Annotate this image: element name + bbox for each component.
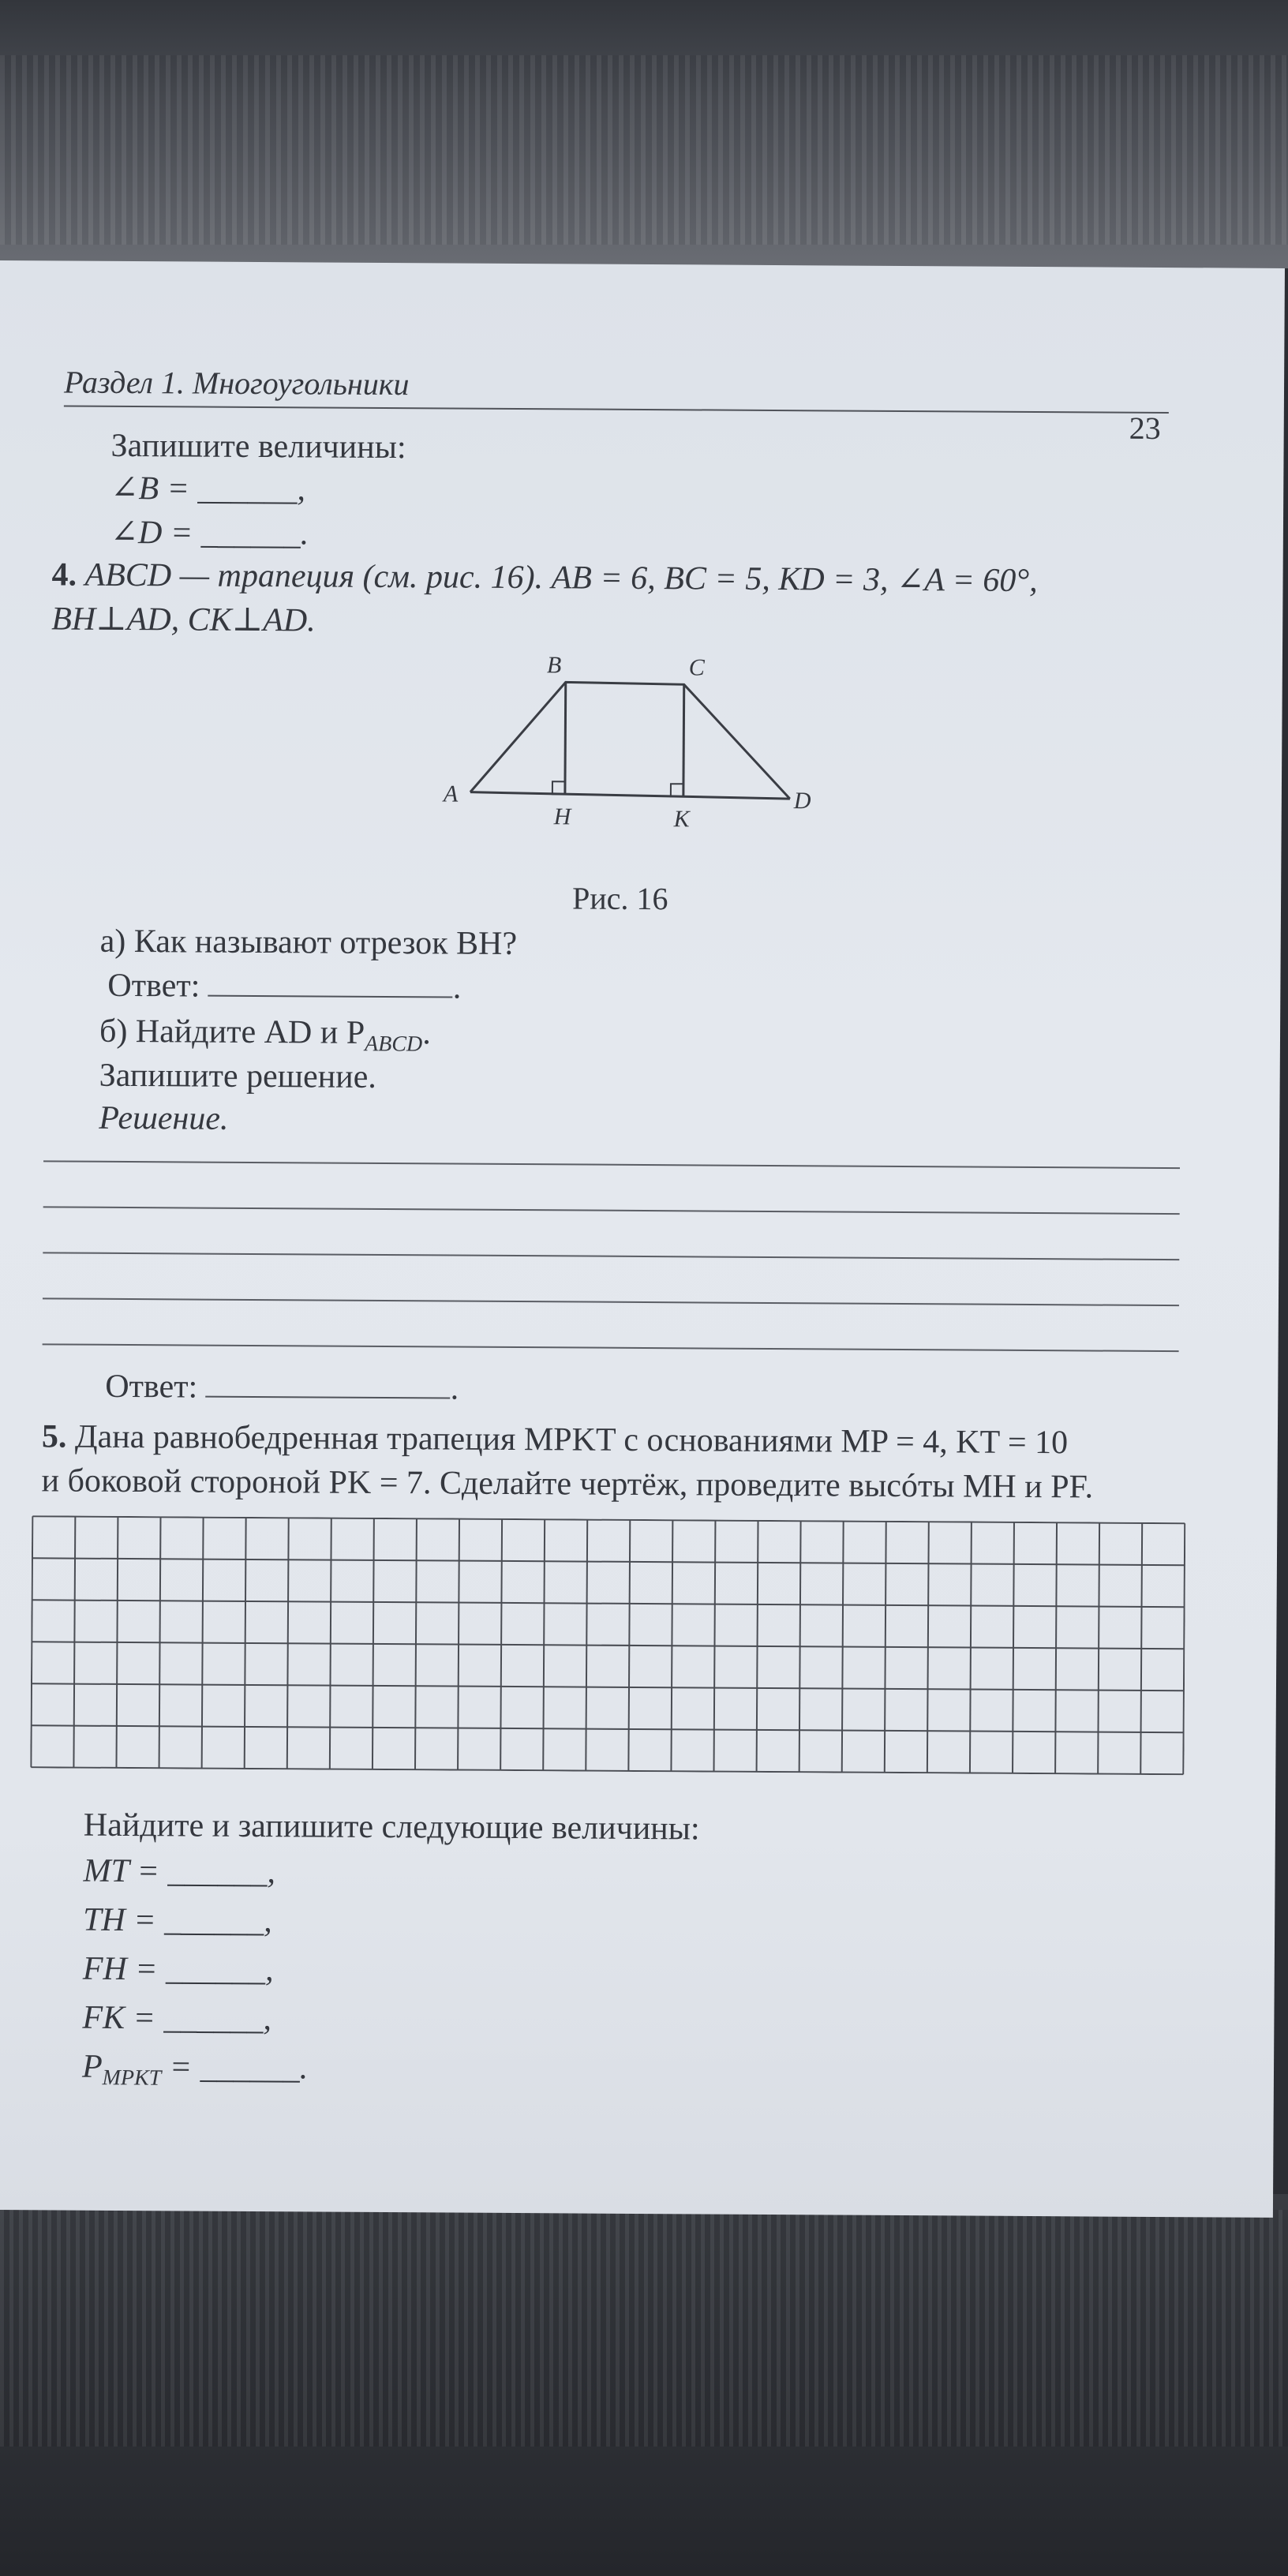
solution-line-3[interactable] xyxy=(43,1252,1179,1260)
workbook-page xyxy=(0,260,1285,2218)
angle-d-item[interactable]: ∠D = ______. xyxy=(110,514,309,552)
perimeter-subscript: MPKT xyxy=(102,2065,162,2091)
perimeter-suffix: = ______. xyxy=(161,2049,309,2087)
part-a-answer-blank[interactable] xyxy=(208,994,453,998)
trapezoid-outline xyxy=(470,682,791,799)
figure-caption: Рис. 16 xyxy=(571,880,668,917)
header-rule xyxy=(64,405,1169,414)
value-fh[interactable]: FH = ______, xyxy=(82,1950,274,1989)
part-a-answer-row: Ответ: . xyxy=(107,967,462,1006)
task5-line2: и боковой стороной PK = 7. Сделайте чертёж, проведите высóты MH и PF. xyxy=(41,1462,1094,1506)
find-prompt: Найдите и запишите следующие величины: xyxy=(83,1807,700,1848)
solution-line-1[interactable] xyxy=(43,1160,1180,1169)
grid-hline xyxy=(32,1600,1185,1607)
right-angle-h xyxy=(552,781,565,794)
task5-line1: Дана равнобедренная трапеция MPKT с основаниями MP = 4, KT = 10 xyxy=(74,1418,1069,1462)
part-b-answer-blank[interactable] xyxy=(206,1395,451,1399)
grid-hline xyxy=(32,1558,1185,1565)
section-header: Раздел 1. Многоугольники xyxy=(63,364,410,402)
value-perimeter[interactable] xyxy=(82,2048,309,2092)
task4-number: 4. xyxy=(51,556,77,593)
label-k: K xyxy=(673,806,690,833)
previous-page-edge xyxy=(0,55,1288,245)
write-values-prompt: Запишите величины: xyxy=(110,427,406,466)
grid-hline xyxy=(32,1642,1184,1649)
task5-number: 5. xyxy=(41,1418,67,1455)
grid-hline xyxy=(32,1683,1184,1690)
part-a-answer-label: Ответ: xyxy=(107,967,200,1005)
base-ad xyxy=(470,792,790,799)
solution-label: Решение. xyxy=(99,1099,229,1137)
right-angle-k xyxy=(671,784,683,796)
part-a-question: а) Как называют отрезок BH? xyxy=(99,923,518,963)
trapezoid-figure xyxy=(439,634,851,841)
label-a: A xyxy=(443,781,459,807)
solution-line-2[interactable] xyxy=(43,1206,1180,1215)
angle-b-item[interactable]: ∠B = ______, xyxy=(110,470,306,508)
part-b-question-subscript: ABCD xyxy=(365,1032,423,1057)
perimeter-prefix: P xyxy=(81,2048,103,2085)
part-b-question-suffix: . xyxy=(422,1015,431,1052)
grid-hline xyxy=(32,1725,1184,1732)
grid-hline xyxy=(32,1516,1185,1523)
next-page-edge xyxy=(0,2210,1288,2447)
label-b: B xyxy=(546,652,562,679)
part-b-instruction: Запишите решение. xyxy=(99,1057,376,1095)
task5-statement-line1 xyxy=(42,1417,1069,1462)
value-mt[interactable]: MT = ______, xyxy=(83,1852,276,1891)
part-b-answer-label: Ответ: xyxy=(105,1368,198,1406)
label-c: C xyxy=(688,654,705,681)
height-bh xyxy=(565,682,566,794)
value-fk[interactable]: FK = ______, xyxy=(82,1999,272,2038)
page-number: 23 xyxy=(1129,410,1161,446)
value-th[interactable]: TH = ______, xyxy=(83,1901,272,1940)
grid-hline xyxy=(31,1767,1183,1774)
label-h: H xyxy=(553,803,571,830)
part-b-question-text: б) Найдите AD и P xyxy=(99,1013,365,1051)
solution-line-4[interactable] xyxy=(43,1297,1179,1306)
solution-line-5[interactable] xyxy=(43,1343,1179,1352)
drawing-grid[interactable] xyxy=(30,1515,1185,1775)
task4-line1: ABCD — трапеция (см. рис. 16). AB = 6, BC = 5, KD = 3, ∠A = 60°, xyxy=(84,556,1038,600)
part-b-question xyxy=(99,1013,431,1058)
label-d: D xyxy=(793,788,811,814)
height-ck xyxy=(683,684,684,796)
task4-line2: BH⊥AD, CK⊥AD. xyxy=(51,601,316,639)
part-b-answer-row: Ответ: . xyxy=(105,1368,459,1407)
task4-statement-line1 xyxy=(51,554,1037,600)
